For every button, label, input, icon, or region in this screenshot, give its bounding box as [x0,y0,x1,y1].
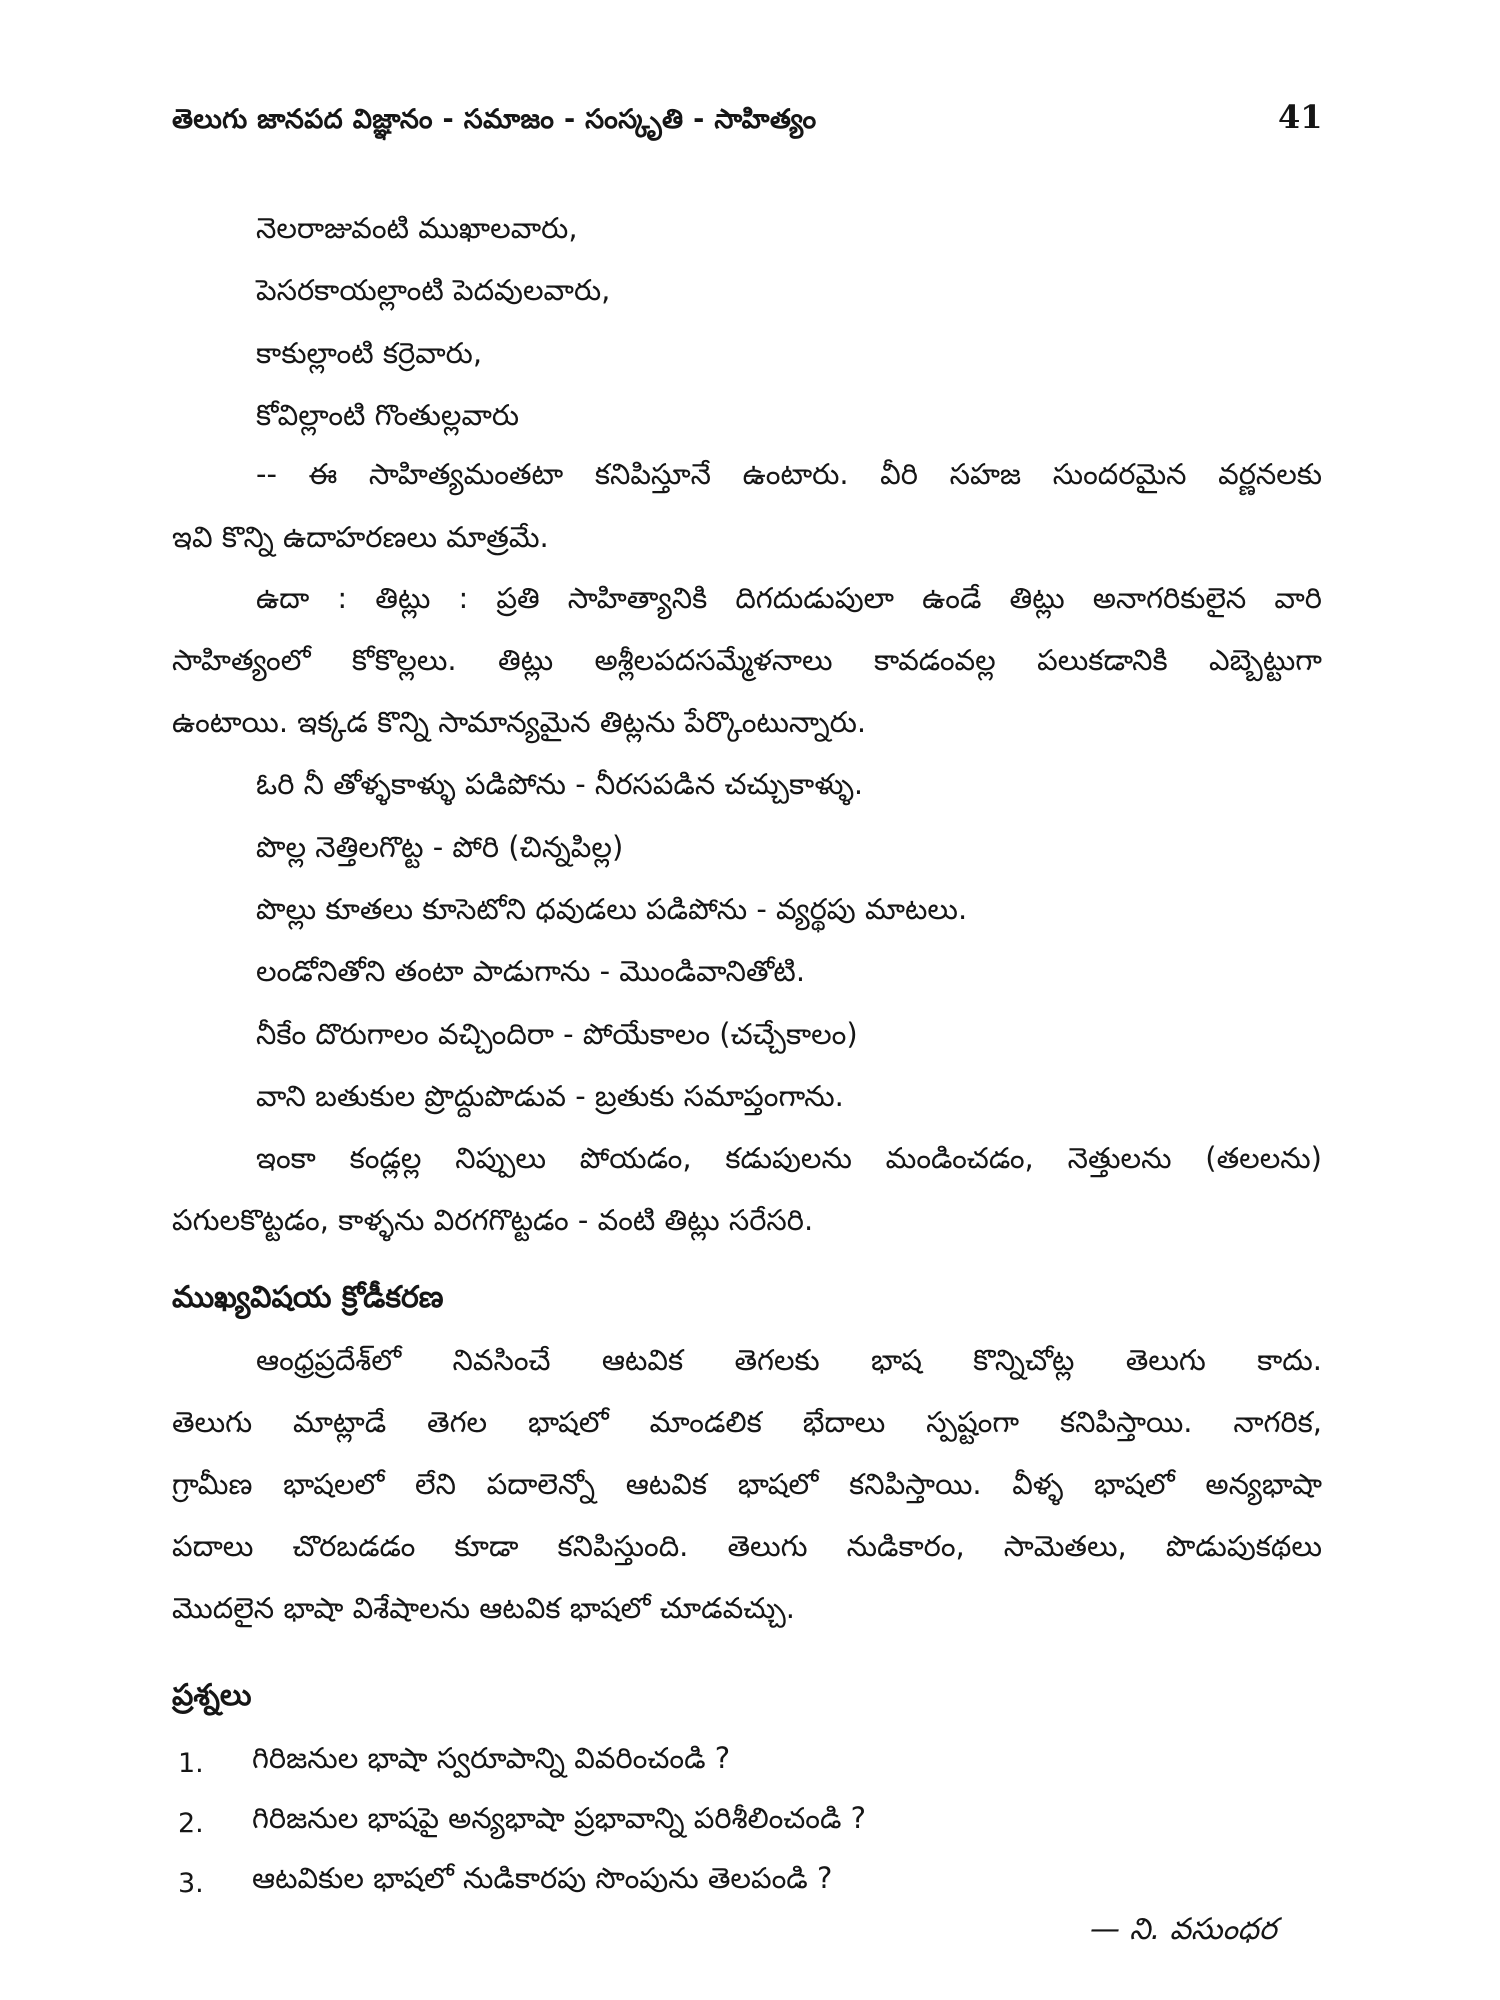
verse-line: కాకుల్లాంటి కర్రెవారు, [256,336,483,370]
summary-line: ఆంధ్రప్రదేశ్‌లో నివసించే ఆటవిక తెగలకు భాష కొన్నిచోట్ల తెలుగు కాదు. [256,1343,1322,1377]
verse-line: కోవిల్లాంటి గొంతుల్లవారు [256,398,520,432]
paragraph-line: ఇంకా కండ్లల్ల నిప్పులు పోయడం, కడుపులను మండించడం, నెత్తులను (తలలను) [256,1141,1322,1175]
verse-line: పెసరకాయల్లాంటి పెదవులవారు, [256,273,611,307]
question-text: గిరిజనుల భాషపై అన్యభాషా ప్రభావాన్ని పరిశీలించండి ? [252,1801,867,1835]
summary-line: తెలుగు మాట్లాడే తెగల భాషలో మాండలిక భేదాలు స్పష్టంగా కనిపిస్తాయి. నాగరిక, [172,1405,1322,1439]
question-number: 2. [178,1808,204,1839]
question-number: 1. [178,1748,204,1779]
paragraph-line: -- ఈ సాహిత్యమంతటా కనిపిస్తూనే ఉంటారు. వీరి సహజ సుందరమైన వర్ణనలకు [256,457,1322,491]
summary-line: మొదలైన భాషా విశేషాలను ఆటవిక భాషలో చూడవచ్చు. [172,1591,795,1625]
summary-line: గ్రామీణ భాషలలో లేని పదాలెన్నో ఆటవిక భాషలో కనిపిస్తాయి. వీళ్ళ భాషలో అన్యభాషా [172,1467,1322,1501]
questions-heading: ప్రశ్నలు [172,1678,252,1713]
curse-line: పొల్లు కూతలు కూసెటోని ధవుడలు పడిపోను - వ్యర్థపు మాటలు. [256,892,968,926]
question-number: 3. [178,1868,204,1899]
question-text: ఆటవికుల భాషలో నుడికారపు సొంపును తెలపండి ? [252,1861,833,1895]
curse-line: పొల్ల నెత్తిలగొట్ట - పోరి (చిన్నపిల్ల) [256,830,624,864]
page-number: 41 [1278,98,1323,136]
paragraph-line: ఉదా : తిట్లు : ప్రతి సాహిత్యానికి దిగదుడుపులా ఉండే తిట్లు అనాగరికులైన వారి [256,581,1322,615]
curse-line: వాని బతుకుల ప్రొద్దుపొడువ - బ్రతుకు సమాప్తంగాను. [256,1079,844,1113]
paragraph-line: ఉంటాయి. ఇక్కడ కొన్ని సామాన్యమైన తిట్లను పేర్కొంటున్నారు. [172,705,867,739]
verse-line: నెలరాజువంటి ముఖాలవారు, [256,211,578,245]
question-text: గిరిజనుల భాషా స్వరూపాన్ని వివరించండి ? [252,1741,731,1775]
author-signature: — ని. వసుంధర [1090,1912,1277,1947]
curse-line: ఓరి నీ తోళ్ళకాళ్ళు పడిపోను - నీరసపడిన చచ్చుకాళ్ళు. [256,767,864,801]
running-header-title: తెలుగు జానపద విజ్ఞానం - సమాజం - సంస్కృతి - సాహిత్యం [172,104,817,135]
paragraph-line: సాహిత్యంలో కోకొల్లలు. తిట్లు అశ్లీలపదసమ్మేళనాలు కావడంవల్ల పలుకడానికి ఎబ్బెట్టుగా [172,643,1322,677]
curse-line: లండోనితోని తంటా పాడుగాను - మొండివానితోటి. [256,954,806,988]
summary-line: పదాలు చొరబడడం కూడా కనిపిస్తుంది. తెలుగు నుడికారం, సామెతలు, పొడుపుకథలు [172,1529,1322,1563]
paragraph-line: పగులకొట్టడం, కాళ్ళను విరగగొట్టడం - వంటి తిట్లు సరేసరి. [172,1203,814,1237]
paragraph-line: ఇవి కొన్ని ఉదాహరణలు మాత్రమే. [172,520,549,554]
curse-line: నీకేం దొరుగాలం వచ్చిందిరా - పోయేకాలం (చచ్చేకాలం) [256,1017,858,1051]
summary-heading: ముఖ్యవిషయ క్రోడీకరణ [172,1280,444,1315]
